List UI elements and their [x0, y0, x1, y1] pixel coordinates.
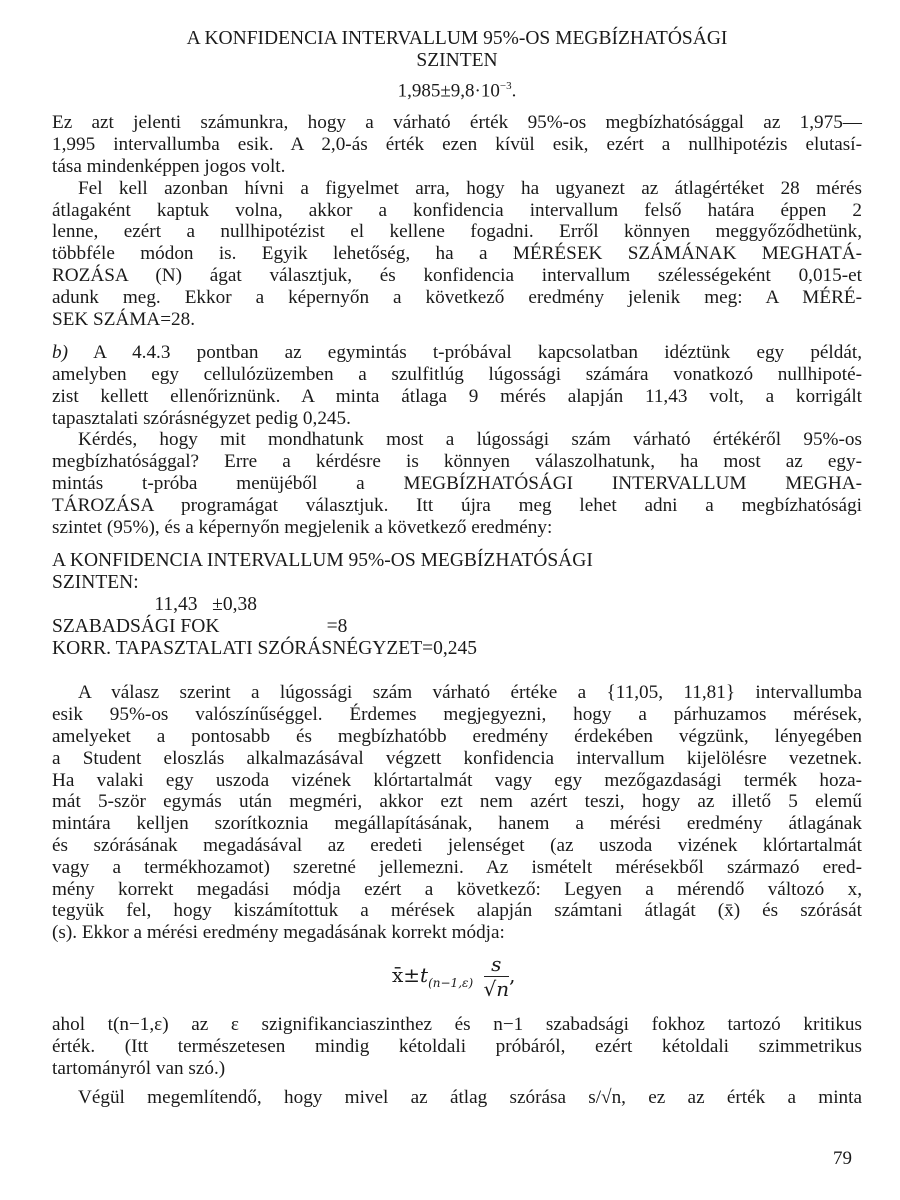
- text-line: Kérdés, hogy mit mondhatunk most a lúgossági szám várható értékéről 95%-os: [78, 429, 862, 451]
- text-line: lenne, ezért a nullhipotézist el kellene fogadni. Erről könnyen meggyőződhetünk,: [52, 221, 862, 243]
- output-line: SZABADSÁGI FOK =8: [52, 616, 348, 638]
- paragraph-1: [52, 112, 862, 177]
- text-line: érték. (Itt természetesen mindig kétoldali próbáról, ezért kétoldali szimmetrikus: [52, 1035, 862, 1057]
- result-heading-line-2: SZINTEN: [416, 50, 498, 71]
- formula-comma: ,: [509, 963, 516, 988]
- text-line: [52, 342, 862, 364]
- equation-exponent: −3: [499, 80, 512, 92]
- text-span: A 4.4.3 pontban az egymintás t-próbával kapcsolatban idéztünk egy példát,: [67, 342, 862, 364]
- output-line: 11,43 ±0,38: [52, 594, 257, 616]
- text-line: és szórásának megadásával az eredeti jelenséget (az uszoda vizének klórtartalmát: [52, 835, 862, 857]
- text-line: 1,995 intervallumba esik. A 2,0-ás érték ezen kívül esik, ezért a nullhipotézis elutasí-: [52, 134, 862, 156]
- text-line: Végül megemlítendő, hogy mivel az átlag szórása s/√n, ez az érték a minta: [78, 1087, 862, 1109]
- text-line: amelyeket a pontosabb és megbízhatóbb eredmény érdekében végzünk, lényegében: [52, 726, 862, 748]
- paragraph-3: [52, 342, 862, 429]
- book-page: [52, 28, 862, 1109]
- text-line: TÁROZÁSA programágat választjuk. Itt újra meg lehet adni a megbízhatósági: [52, 494, 862, 516]
- formula-pm: ±: [403, 963, 421, 988]
- text-line: átlagaként kaptuk volna, akkor a konfidencia intervallum felső határa éppen 2: [52, 199, 862, 221]
- program-output: [52, 550, 862, 660]
- text-line: zist kellett ellenőriznünk. A minta átlaga 9 mérés alapján 11,43 volt, a korrigált: [52, 385, 862, 407]
- text-line: tartományról van szó.): [52, 1057, 226, 1079]
- text-line: SEK SZÁMA=28.: [52, 308, 196, 330]
- text-line: adunk meg. Ekkor a képernyőn a következő eredmény jelenik meg: A MÉRÉ-: [52, 286, 862, 308]
- paragraph-6: [52, 1014, 862, 1079]
- text-line: szintet (95%), és a képernyőn megjelenik a következő eredmény:: [52, 516, 553, 538]
- paragraph-7: [52, 1087, 862, 1109]
- formula-xbar: x̄: [392, 963, 404, 988]
- text-line: mény korrekt megadási módja ezért a következő: Legyen a mérendő változó x,: [52, 878, 862, 900]
- paragraph-5: [52, 682, 862, 944]
- text-line: tegyük fel, hogy kiszámítottuk a mérések alapján számtani átlagát (x̄) és szórását: [52, 900, 862, 922]
- output-line: A KONFIDENCIA INTERVALLUM 95%-OS MEGBÍZHATÓSÁGI: [52, 550, 593, 572]
- formula-t: t: [420, 963, 429, 988]
- item-label: b): [52, 342, 68, 364]
- text-line: tapasztalati szórásnégyzet pedig 0,245.: [52, 407, 351, 429]
- confidence-interval-equation: [52, 80, 862, 102]
- measurement-formula: [52, 944, 862, 1014]
- output-line: KORR. TAPASZTALATI SZÓRÁSNÉGYZET=0,245: [52, 638, 477, 660]
- formula-denominator: √n: [483, 977, 510, 1002]
- text-line: Ez azt jelenti számunkra, hogy a várható érték 95%-os megbízhatósággal az 1,975—: [52, 112, 862, 134]
- text-line: mintára kelljen szorítkoznia megállapításának, hanem a mérési eredmény átlagának: [52, 813, 862, 835]
- text-line: esik 95%-os valószínűséggel. Érdemes megjegyezni, hogy a párhuzamos mérések,: [52, 704, 862, 726]
- equation-end: .: [511, 80, 517, 102]
- formula-t-subscript: (n−1,ε): [428, 976, 474, 991]
- formula-fraction: [484, 952, 510, 1001]
- text-line: ROZÁSA (N) ágat választjuk, és konfidencia intervallum szélességeként 0,015-et: [52, 264, 862, 286]
- text-line: tása mindenképpen jogos volt.: [52, 155, 286, 177]
- text-line: amelyben egy cellulózüzemben a szulfitlúg lúgossági számára vonatkozó nullhipoté-: [52, 364, 862, 386]
- text-line: (s). Ekkor a mérési eredmény megadásának korrekt módja:: [52, 922, 505, 944]
- paragraph-4: [52, 429, 862, 538]
- text-line: ahol t(n−1,ε) az ε szignifikanciaszinthez és n−1 szabadsági fokhoz tartozó kritikus: [52, 1014, 862, 1036]
- text-line: vagy a termékhozamot) szeretné jellemezni. Az ismételt mérésekből származó ered-: [52, 856, 862, 878]
- text-line: Fel kell azonban hívni a figyelmet arra, hogy ha ugyanezt az átlagértéket 28 mérés: [78, 177, 862, 199]
- text-line: megbízhatósággal? Erre a kérdésre is könnyen válaszolhatunk, ha most az egy-: [52, 451, 862, 473]
- paragraph-2: [52, 178, 862, 331]
- text-line: Ha valaki egy uszoda vizének klórtartalmát vagy egy mezőgazdasági termék hoza-: [52, 769, 862, 791]
- text-line: mintás t-próba menüjéből a MEGBÍZHATÓSÁGI INTERVALLUM MEGHA-: [52, 473, 862, 495]
- result-heading-line-1: A KONFIDENCIA INTERVALLUM 95%-OS MEGBÍZHATÓSÁGI: [186, 28, 728, 49]
- page-number: 79: [833, 1148, 852, 1169]
- output-line: SZINTEN:: [52, 572, 139, 594]
- text-line: többféle módon is. Egyik lehetőség, ha a MÉRÉSEK SZÁMÁNAK MEGHATÁ-: [52, 243, 862, 265]
- equation-base: 1,985±9,8·10: [397, 80, 500, 102]
- text-line: a Student eloszlás alkalmazásával végzett konfidencia intervallum kijelölésre vezetnek.: [52, 747, 862, 769]
- text-line: A válasz szerint a lúgossági szám várható értéke a {11,05, 11,81} intervallumba: [78, 682, 862, 704]
- formula-numerator: s: [484, 952, 510, 977]
- text-line: mát 5-ször egymás után megméri, akkor ezt nem azért teszi, hogy az illető 5 elemű: [52, 791, 862, 813]
